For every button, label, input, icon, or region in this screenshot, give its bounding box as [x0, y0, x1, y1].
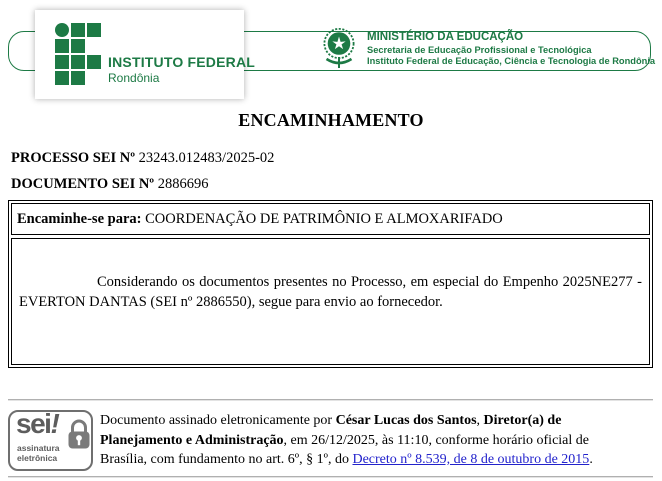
ifro-logo-region: Rondônia	[108, 71, 160, 85]
ministry-header	[367, 31, 655, 67]
if-logo-grid-icon	[55, 23, 101, 85]
sei-sub1: assinatura	[17, 443, 60, 453]
processo-value: 23243.012483/2025-02	[138, 150, 275, 166]
processo-label: PROCESSO SEI Nº	[11, 150, 139, 166]
forward-cell	[11, 203, 650, 235]
documento-value: 2886696	[157, 176, 209, 192]
signature-part3: .	[589, 452, 593, 467]
padlock-icon	[67, 419, 91, 451]
divider-bottom	[8, 476, 653, 478]
forward-value: COORDENAÇÃO DE PATRIMÔNIO E ALMOXARIFADO	[145, 211, 503, 227]
signature-text	[100, 411, 627, 470]
document-table	[8, 200, 653, 368]
ministry-line1: MINISTÉRIO DA EDUCAÇÃO	[367, 31, 524, 43]
ifro-logo	[35, 10, 256, 99]
ministry-line3: Instituto Federal de Educação, Ciência e Tecnologia de Rondônia	[367, 56, 656, 66]
signature-sep: ,	[476, 413, 484, 428]
forward-label: Encaminhe-se para:	[17, 211, 146, 227]
ifro-logo-text	[108, 54, 255, 85]
signature-part1: Documento assinado eletronicamente por	[100, 413, 336, 428]
documento-line	[11, 176, 208, 193]
brazil-coat-of-arms-icon	[320, 27, 358, 71]
page-title: ENCAMINHAMENTO	[238, 110, 424, 130]
divider-top	[8, 399, 653, 401]
sei-sub2: eletrônica	[17, 453, 58, 463]
decreto-link[interactable]: Decreto nº 8.539, de 8 de outubro de 2015	[352, 452, 590, 467]
documento-label: DOCUMENTO SEI Nº	[11, 176, 158, 192]
body-paragraph: Considerando os documentos presentes no Processo, em especial do Empenho 2025NE277 - EVERTON DANTAS (SEI nº 2886550), segue para envio ao fornecedor.	[19, 274, 642, 310]
ifro-logo-name: INSTITUTO FEDERAL	[108, 54, 256, 70]
sei-logo: sei!	[16, 408, 59, 439]
signer-name: César Lucas dos Santos	[335, 413, 477, 428]
body-cell	[11, 238, 650, 365]
signature-part2: , em 26/12/2025, às 11:10, conforme horário oficial de Brasília, com fundamento no art. 6º, § 1º, do	[100, 432, 589, 467]
signer-role: Diretor(a) de Planejamento e Administração	[100, 413, 562, 448]
sei-signature-stamp	[8, 410, 93, 471]
ministry-line2: Secretaria de Educação Profissional e Tecnológica	[367, 45, 592, 55]
processo-line	[11, 150, 274, 167]
